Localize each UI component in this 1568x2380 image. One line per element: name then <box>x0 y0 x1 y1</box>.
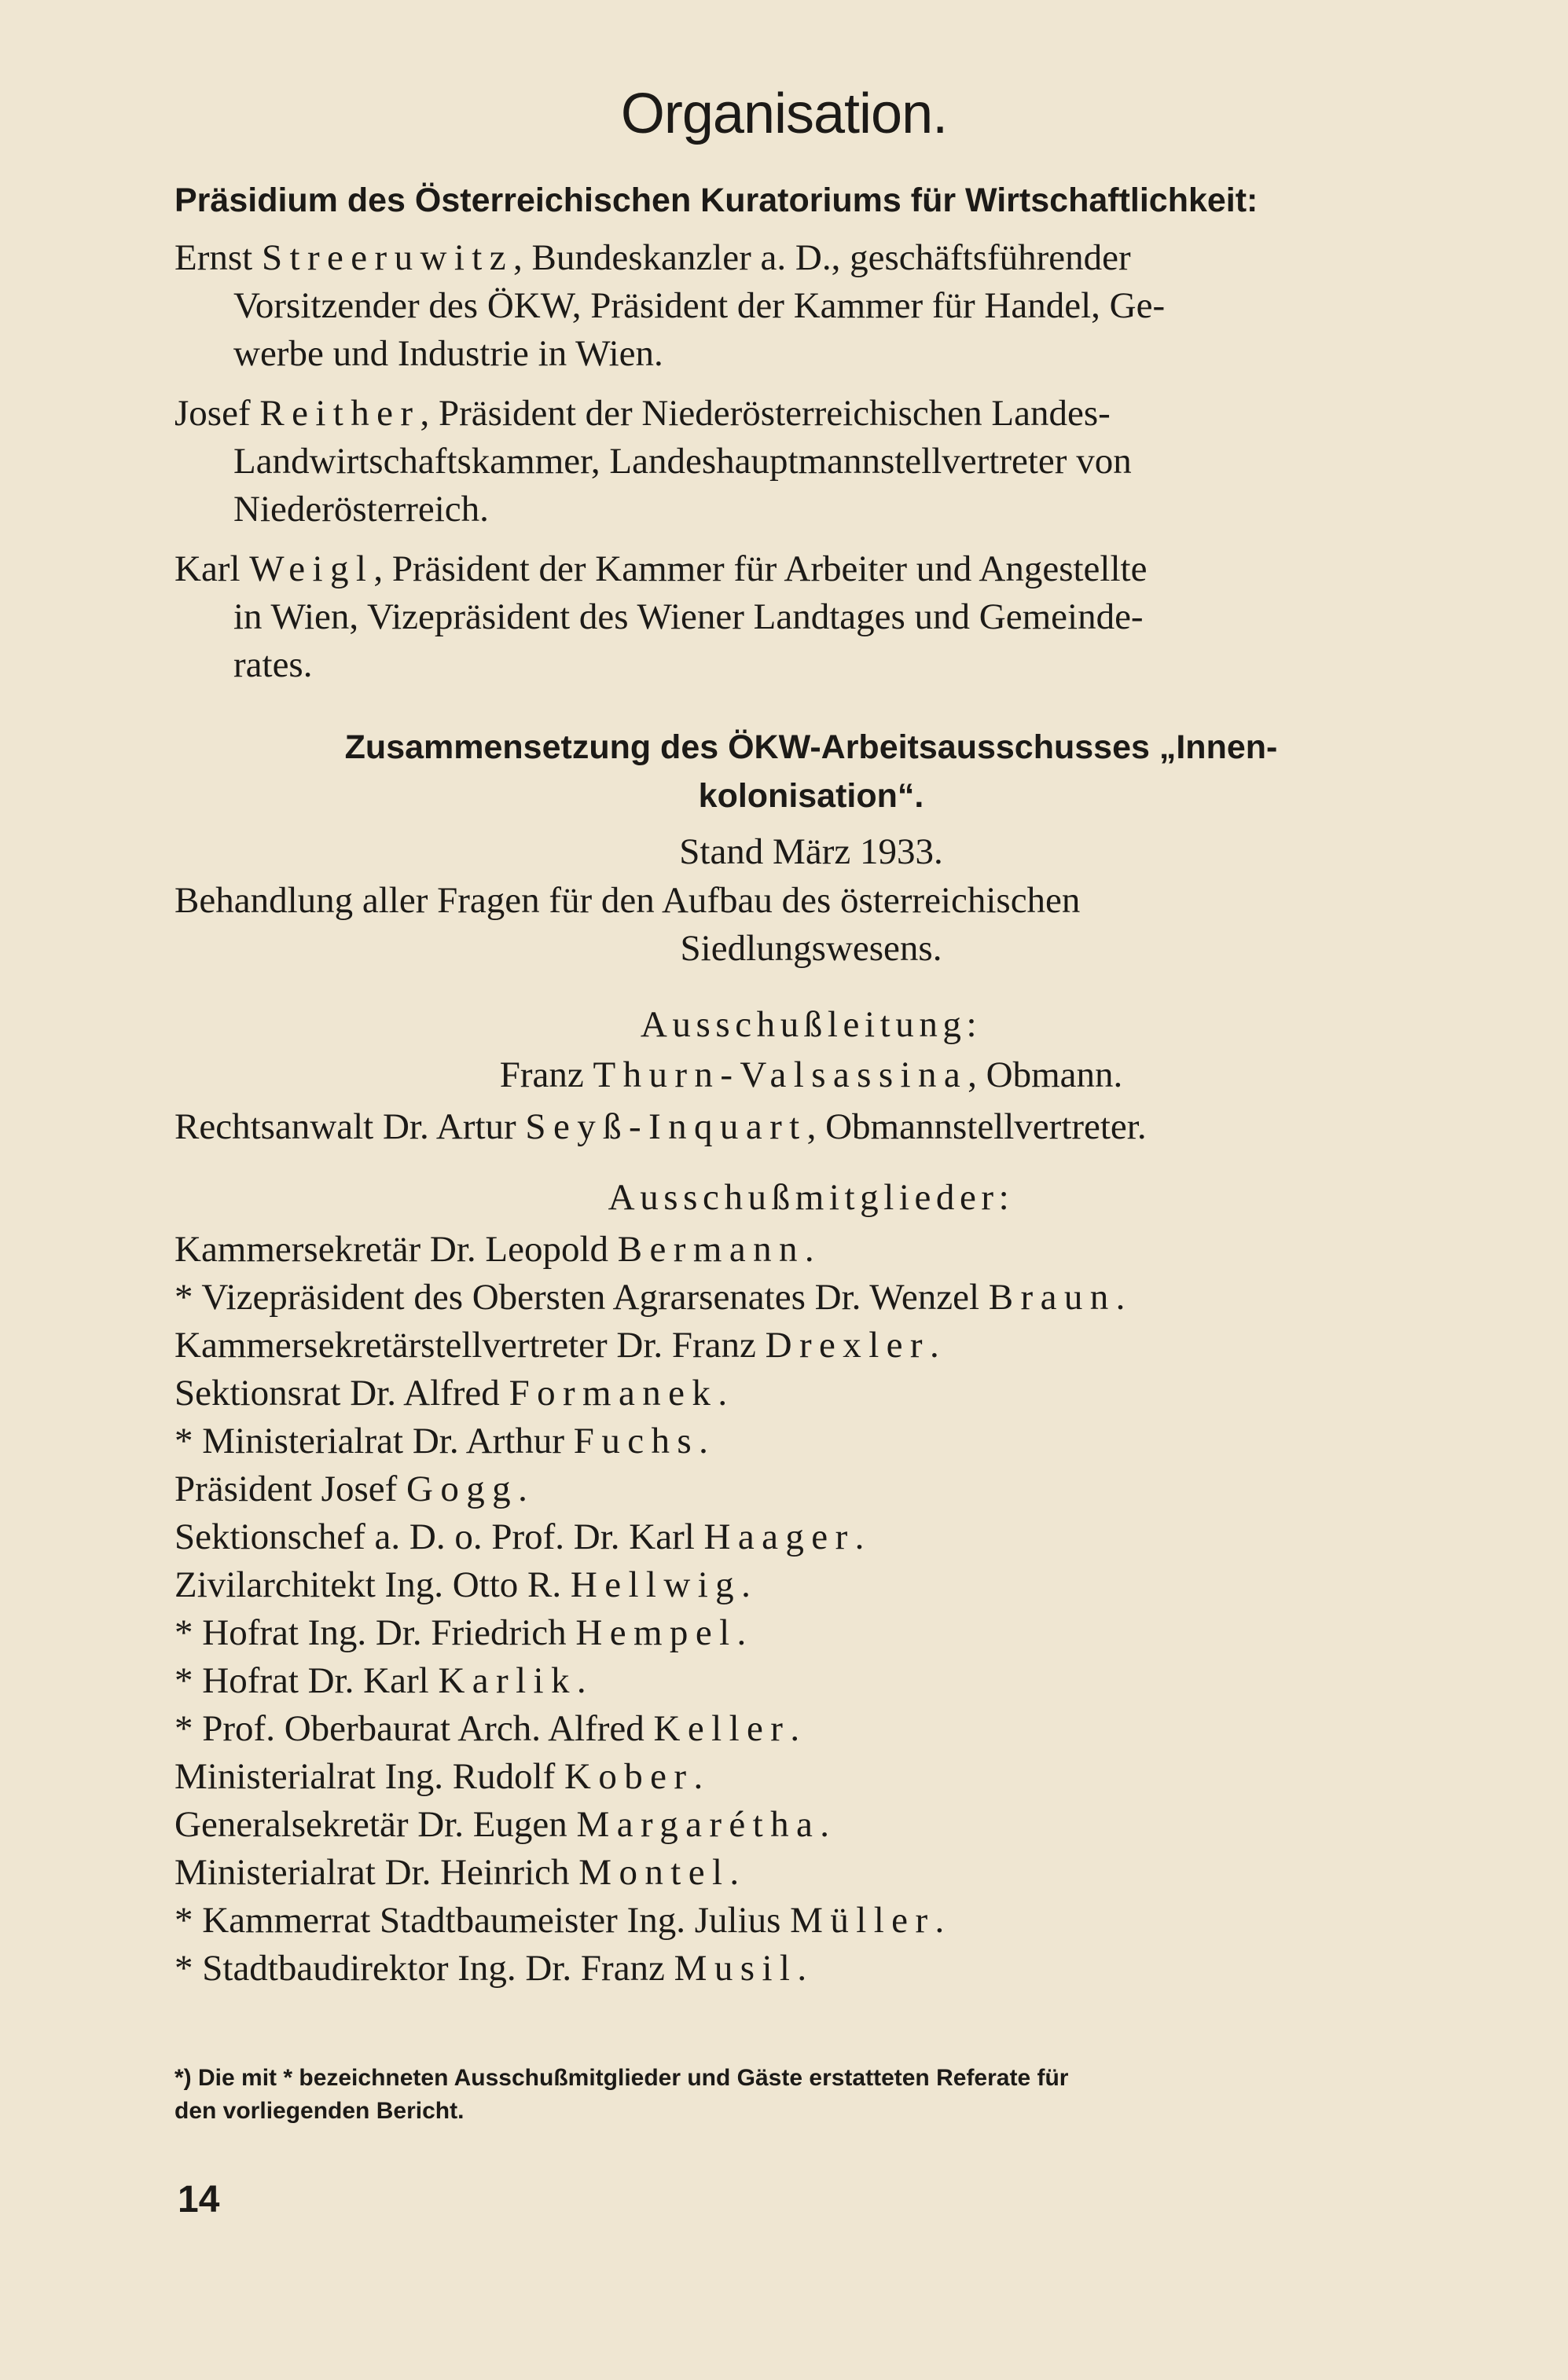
member-name: Haager <box>703 1516 855 1557</box>
praesidium-heading: Präsidium des Österreichischen Kuratoriums für Wirtschaftlichkeit: <box>174 182 1258 219</box>
member-name: Müller <box>790 1900 935 1941</box>
member-name: Hellwig <box>570 1564 742 1605</box>
list-item: Generalsekretär Dr. Eugen Margarétha. <box>174 1804 830 1845</box>
obmann-line: Franz Thurn-Valsassina, Obmann. <box>499 1054 1123 1095</box>
stellvertreter-line: Rechtsanwalt Dr. Artur Seyß-Inquart, Obmannstellvertreter. <box>174 1106 1147 1147</box>
member-name: Formanek <box>509 1373 718 1414</box>
mitglieder-list <box>174 1226 1448 1993</box>
list-item: * Stadtbaudirektor Ing. Dr. Franz Musil. <box>174 1948 807 1989</box>
member-name: Drexler <box>765 1325 930 1366</box>
list-item: Ministerialrat Dr. Heinrich Montel. <box>174 1852 740 1893</box>
page-number: 14 <box>178 2179 220 2220</box>
member-name: Karlik <box>438 1660 577 1701</box>
member-name: Kober <box>564 1756 694 1797</box>
praesidium-member-2: Karl Weigl, Präsident der Kammer für Arbeiter und Angestellte in Wien, Vizepräsident des Wiener Landtages und Gemeinde- rates. <box>174 548 1148 685</box>
leitung-heading: Ausschußleitung: <box>640 1004 982 1045</box>
praesidium-member-0: Ernst Streeruwitz, Bundeskanzler a. D., geschäftsführender Vorsitzender des ÖKW, Präsident der Kammer für Handel, Ge- werbe und Industrie in Wien. <box>174 237 1166 374</box>
list-item: Sektionschef a. D. o. Prof. Dr. Karl Haager. <box>174 1516 865 1557</box>
stand-line: Stand März 1933. <box>679 831 943 872</box>
member-name: Reither <box>259 393 420 434</box>
member-name: Hempel <box>575 1612 737 1653</box>
member-name: Keller <box>653 1708 791 1749</box>
list-item: Präsident Josef Gogg. <box>174 1469 527 1509</box>
member-name: Seyß-Inquart <box>525 1106 807 1147</box>
member-name: Braun <box>988 1277 1116 1318</box>
list-item: Ministerialrat Ing. Rudolf Kober. <box>174 1756 703 1797</box>
member-name: Streeruwitz <box>261 237 514 278</box>
member-name: Weigl <box>249 548 374 589</box>
list-item: * Kammerrat Stadtbaumeister Ing. Julius Müller. <box>174 1900 945 1941</box>
list-item: * Prof. Oberbaurat Arch. Alfred Keller. <box>174 1708 800 1749</box>
footnote: *) Die mit * bezeichneten Ausschußmitglieder und Gäste erstatteten Referate für den vorliegenden Bericht. <box>174 2065 1069 2124</box>
list-item: Sektionsrat Dr. Alfred Formanek. <box>174 1373 728 1414</box>
ausschuss-heading: Zusammensetzung des ÖKW-Arbeitsausschusses „Innen- kolonisation“. <box>344 728 1278 815</box>
list-item: * Vizepräsident des Obersten Agrarsenates Dr. Wenzel Braun. <box>174 1277 1126 1318</box>
praesidium-member-1: Josef Reither, Präsident der Niederösterreichischen Landes- Landwirtschaftskammer, Landeshauptmannstellvertreter von Niederösterreich. <box>174 393 1132 530</box>
list-item: Zivilarchitekt Ing. Otto R. Hellwig. <box>174 1564 751 1605</box>
member-name: Fuchs <box>573 1421 700 1461</box>
member-name: Musil <box>674 1948 798 1989</box>
list-item: * Hofrat Ing. Dr. Friedrich Hempel. <box>174 1612 747 1653</box>
member-name: Bermann <box>617 1229 805 1270</box>
list-item: Kammersekretär Dr. Leopold Bermann. <box>174 1229 814 1270</box>
member-name: Thurn-Valsassina <box>593 1054 968 1095</box>
member-name: Montel <box>578 1852 730 1893</box>
list-item: * Hofrat Dr. Karl Karlik. <box>174 1660 586 1701</box>
mitglieder-heading: Ausschußmitglieder: <box>608 1177 1015 1218</box>
page-title: Organisation. <box>620 83 948 145</box>
member-name: Gogg <box>406 1469 519 1509</box>
member-name: Margarétha <box>576 1804 821 1845</box>
list-item: * Ministerialrat Dr. Arthur Fuchs. <box>174 1421 708 1461</box>
behandlung-text: Behandlung aller Fragen für den Aufbau des österreichischen Siedlungswesens. <box>174 880 1081 969</box>
list-item: Kammersekretärstellvertreter Dr. Franz Drexler. <box>174 1325 939 1366</box>
